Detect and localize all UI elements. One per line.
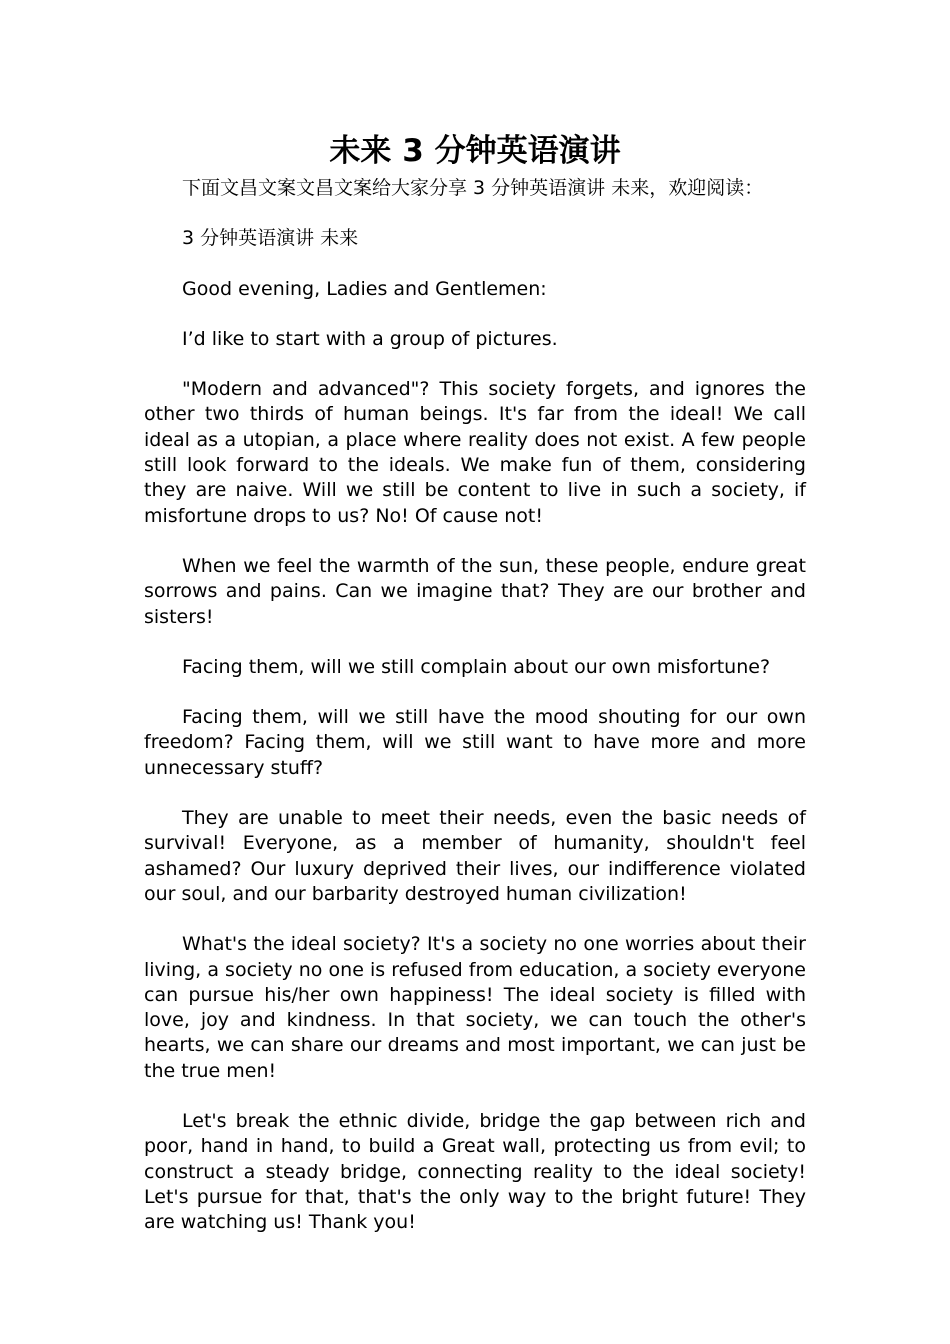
body-paragraph-3: When we feel the warmth of the sun, these people, endure great sorrows and pains. Can we imagine that? They are our brother and sisters! bbox=[144, 554, 806, 628]
intro-paragraph: 下面文昌文案文昌文案给大家分享 3 分钟英语演讲 未来，欢迎阅读： bbox=[182, 177, 764, 199]
document-title: 未来 3 分钟英语演讲 bbox=[329, 133, 621, 169]
body-paragraph-4: Facing them, will we still complain about our own misfortune? bbox=[182, 655, 771, 678]
body-paragraph-6: They are unable to meet their needs, even the basic needs of survival! Everyone, as a member of humanity, shouldn't feel ashamed? Our luxury deprived their lives, our indifference violated our soul, and our barbarity destroyed human civilization! bbox=[144, 807, 806, 905]
body-paragraph-5: Facing them, will we still have the mood shouting for our own freedom? Facing them, will we still want to have more and more unnecessary stuff? bbox=[144, 706, 806, 779]
subtitle-paragraph: 3 分钟英语演讲 未来 bbox=[182, 227, 359, 250]
document-body bbox=[144, 128, 806, 1236]
body-paragraph-7: What's the ideal society? It's a society no one worries about their living, a society no one is refused from education, a society everyone can pursue his/her own happiness! The ideal society is filled with love, joy and kindness. In that society, we can touch the other's hearts, we can share our dreams and most important, we can just be the true men! bbox=[144, 933, 806, 1082]
body-paragraph-2: "Modern and advanced"? This society forgets, and ignores the other two thirds of human beings. It's far from the ideal! We call ideal as a utopian, a place where reality does not exist. A few people still look forward to the ideals. We make fun of them, considering they are naive. Will we still be content to live in such a society, if misfortune drops to us? No! Of cause not! bbox=[144, 378, 806, 527]
body-paragraph-1: I’d like to start with a group of pictures. bbox=[182, 327, 558, 350]
body-paragraph-8: Let's break the ethnic divide, bridge the gap between rich and poor, hand in hand, to build a Great wall, protecting us from evil; to construct a steady bridge, connecting reality to the ideal society! Let's pursue for that, that's the only way to the bright future! They are watching us! Thank you! bbox=[144, 1110, 806, 1234]
greeting-paragraph: Good evening, Ladies and Gentlemen: bbox=[182, 277, 547, 300]
